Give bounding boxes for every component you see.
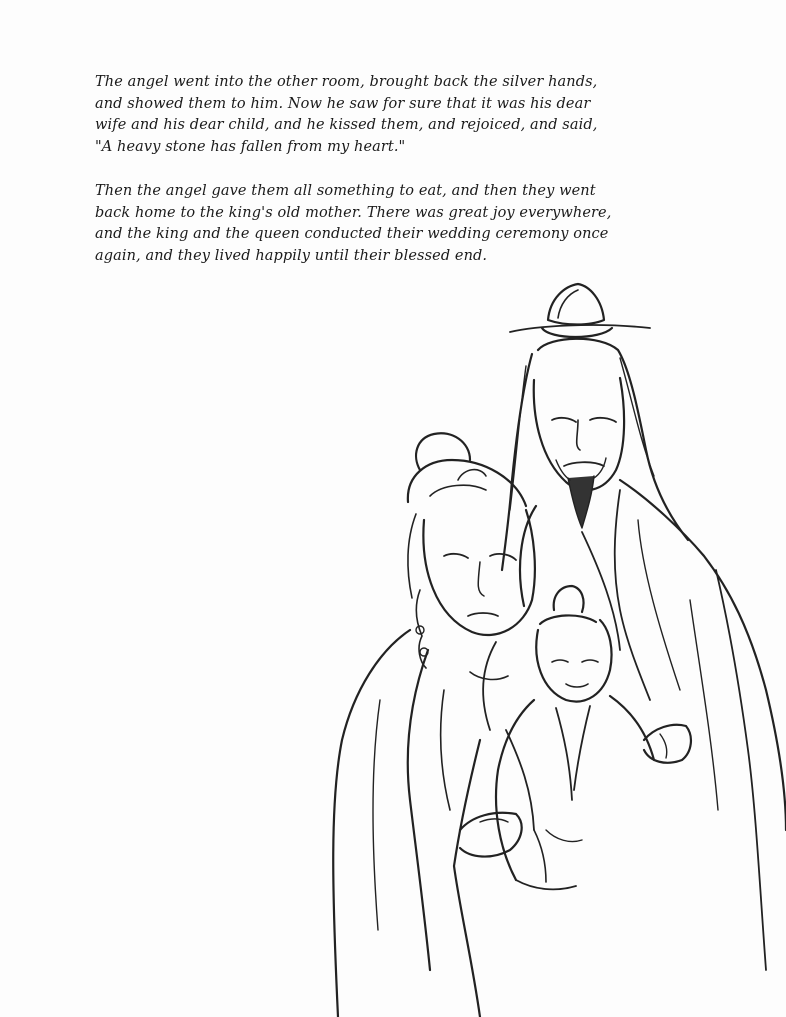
- story-line: The angel went into the other room, brought back the silver hands,: [95, 74, 598, 90]
- story-line: Then the angel gave them all something to eat, and then they went: [95, 183, 596, 199]
- family-illustration: [320, 270, 786, 1017]
- child-topknot: [554, 586, 584, 612]
- queen-sleeve: [454, 740, 480, 1017]
- king-face: [534, 378, 624, 490]
- story-line: and showed them to him. Now he saw for sure that it was his dear: [95, 95, 591, 112]
- child-face: [536, 620, 611, 702]
- king-hair: [502, 354, 532, 570]
- story-paragraph-2: [95, 181, 655, 267]
- story-line: and the king and the queen conducted their wedding ceremony once: [95, 226, 609, 242]
- story-line: again, and they lived happily until their blessed end.: [95, 247, 488, 264]
- king-hand: [644, 725, 691, 763]
- story-line: wife and his dear child, and he kissed them, and rejoiced, and said,: [95, 117, 598, 133]
- queen-robe: [333, 630, 410, 1017]
- story-paragraph-1: [95, 72, 655, 158]
- queen-hair: [416, 433, 470, 470]
- family-drawing: [320, 270, 786, 1017]
- king-beard: [568, 476, 594, 528]
- story-line: back home to the king's old mother. There was great joy everywhere,: [95, 204, 612, 221]
- story-text: [95, 72, 655, 290]
- child-figure: [496, 586, 654, 889]
- story-line: "A heavy stone has fallen from my heart.": [95, 138, 406, 155]
